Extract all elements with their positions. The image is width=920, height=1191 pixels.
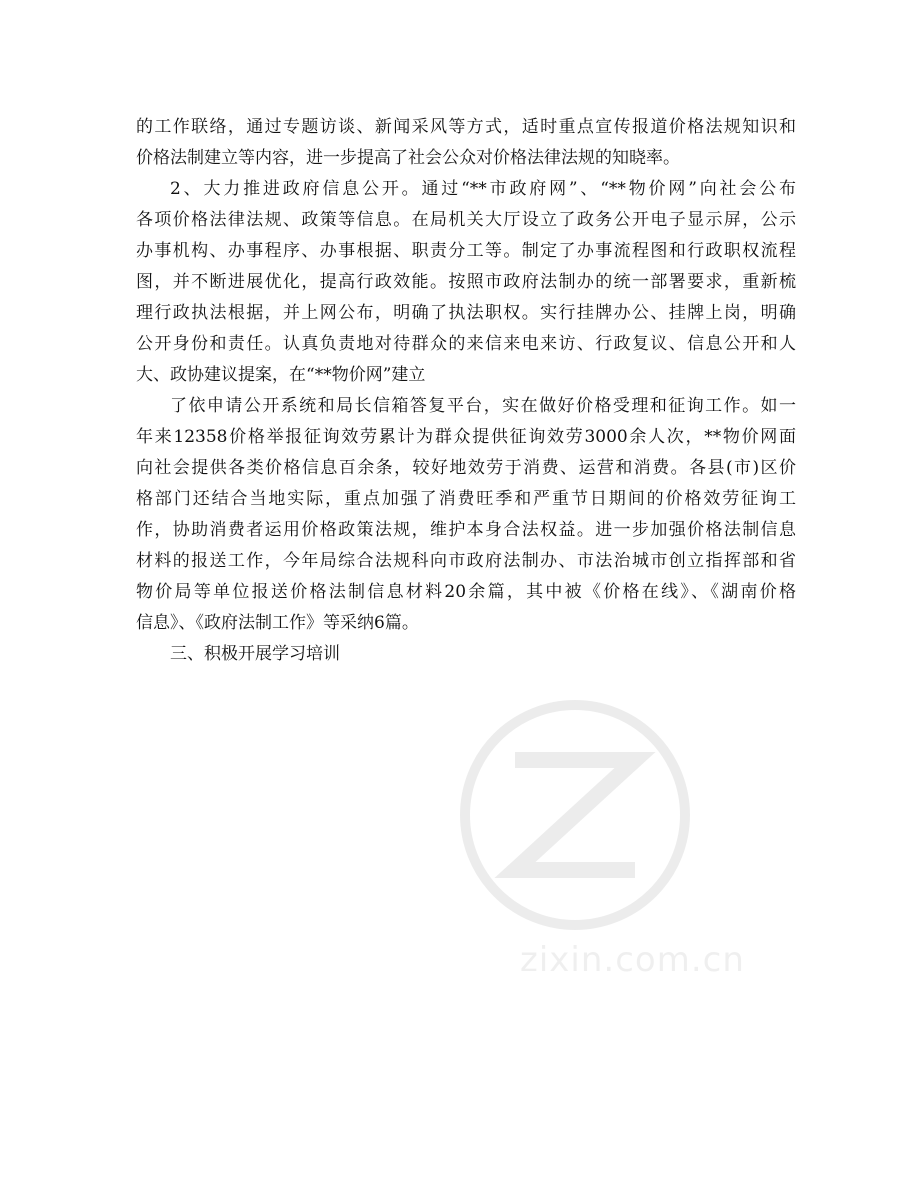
text-line: 格部门还结合当地实际，重点加强了消费旺季和严重节日期间的价格效劳征询工 <box>136 489 796 509</box>
text-line: 年来12358价格举报征询效劳累计为群众提供征询效劳3000余人次，**物价网面 <box>136 427 796 447</box>
paragraph <box>136 174 796 391</box>
text-line: 大、政协建议提案，在“**物价网”建立 <box>136 365 426 385</box>
text-line: 价格法制建立等内容，进一步提高了社会公众对价格法律法规的知晓率。 <box>136 148 680 168</box>
section-heading <box>136 639 796 670</box>
text-line: 信息》、《政府法制工作》等采纳6篇。 <box>136 613 419 633</box>
text-line: 图，并不断进展优化，提高行政效能。按照市政府法制办的统一部署要求，重新梳 <box>136 272 796 292</box>
text-line: 材料的报送工作，今年局综合法规科向市政府法制办、市法治城市创立指挥部和省 <box>136 551 796 571</box>
text-line: 向社会提供各类价格信息百余条，较好地效劳于消费、运营和消费。各县(市)区价 <box>136 458 796 478</box>
text-line: 物价局等单位报送价格法制信息材料20余篇，其中被《价格在线》、《湖南价格 <box>136 582 796 602</box>
paragraph <box>136 391 796 639</box>
watermark-icon <box>455 690 695 940</box>
text-line: 各项价格法律法规、政策等信息。在局机关大厅设立了政务公开电子显示屏，公示 <box>136 210 796 230</box>
text-line: 2、大力推进政府信息公开。通过“**市政府网”、“**物价网”向社会公布 <box>170 179 796 199</box>
text-line: 三、积极开展学习培训 <box>170 644 340 664</box>
watermark: zixin.com.cn <box>520 940 745 980</box>
text-line: 公开身份和责任。认真负责地对待群众的来信来电来访、行政复议、信息公开和人 <box>136 334 796 354</box>
text-line: 理行政执法根据，并上网公布，明确了执法职权。实行挂牌办公、挂牌上岗，明确 <box>136 303 796 323</box>
text-line: 作，协助消费者运用价格政策法规，维护本身合法权益。进一步加强价格法制信息 <box>136 520 796 540</box>
paragraph <box>136 112 796 174</box>
body-text <box>136 112 796 670</box>
text-line: 的工作联络，通过专题访谈、新闻采风等方式，适时重点宣传报道价格法规知识和 <box>136 117 796 137</box>
text-line: 办事机构、办事程序、办事根据、职责分工等。制定了办事流程图和行政职权流程 <box>136 241 796 261</box>
text-line: 了依申请公开系统和局长信箱答复平台，实在做好价格受理和征询工作。如一 <box>170 396 796 416</box>
